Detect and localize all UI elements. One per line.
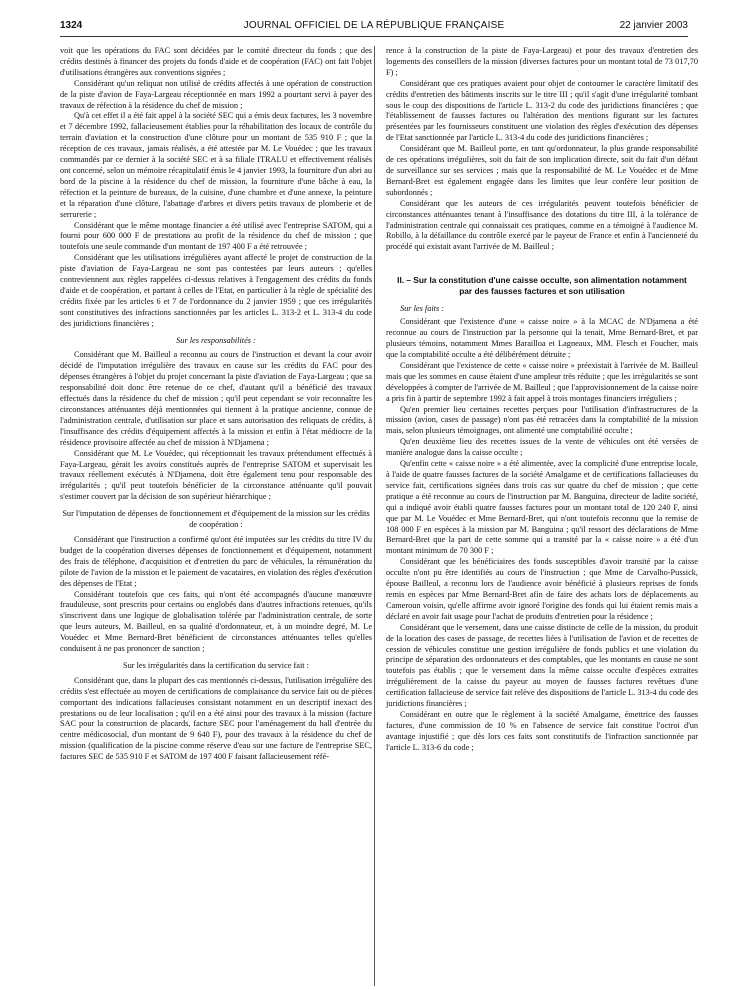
paragraph: Considérant que l'instruction a confirmé qu'ont été imputées sur les crédits du titre IV du budget de la coopération diverses dépenses de fonctionnement et d'équipement, notamment des frais de téléphone, d'acquisition et d'entretien du parc de véhicules, la rémunération du pilote de l'avion de la mission et le paiement de vacataires, en violation des règles d'exécution des dépenses de l'Etat ; xyxy=(60,534,372,588)
paragraph: Qu'enfin cette « caisse noire » a été alimentée, avec la complicité d'une entreprise locale, à l'aide de quatre fausses factures de la société Amalgame et de certifications fallacieuses du service fait, certifications signées dans trois cas sur quatre du chef de mission ; que cette pratique a été reconnue au cours de l'instruction par M. Banguina, directeur de ladite société, qui a indiqué avoir établi quatre fausses factures pour un montant total de 120 240 F, ainsi que par M. Le Vouédec et Mme Bernard-Bret, qui n'ont toutefois reconnu que la remise de 108 000 F en espèces à la mission par M. Banguina ; qu'il ressort des déclarations de Mme Bernard-Bret que la part de cette somme qui a transité par la « caisse noire » a été d'un montant minimum de 70 300 F ; xyxy=(386,459,698,556)
paragraph: Considérant que ces pratiques avaient pour objet de contourner le caractère limitatif des crédits d'entretien des bâtiments inscrits sur le titre III ; qu'il s'agit d'une irrégularité tombant sous le coup des dispositions de l'article L. 313-2 du code des juridictions financières ; que l'établissement de fausses factures ou l'altération des mentions figurant sur les factures présentées par les fournisseurs constituent une violation des règles d'exécution des dépenses de l'Etat sanctionnée par l'article L. 313-4 du code des juridictions financières ; xyxy=(386,78,698,143)
paragraph: Considérant que M. Bailleul a reconnu au cours de l'instruction et devant la cour avoir décidé de l'imputation irrégulière des travaux en cause sur les crédits du FAC pour des dépenses étrangères à l'objet du projet concernant la piste d'aviation de Faya-Largeau ; que sa responsabilité doit donc être retenue de ce chef, d'autant qu'il a bénéficié des travaux effectués dans la résidence du chef de mission ; qu'il peut cependant se voir reconnaître les circonstances atténuantes déjà mentionnées qui tiennent à la pratique ancienne, connue de l'administration centrale, d'utilisation sur place et sans autorisation des reliquats de crédits, à l'insuffisance des crédits d'équipement affectés à la mission et enfin à l'état médiocre de la résidence provisoire affectée au chef de mission à N'Djamena ; xyxy=(60,350,372,447)
journal-title: JOURNAL OFFICIEL DE LA RÉPUBLIQUE FRANÇAISE xyxy=(243,20,505,31)
subheading: Sur l'imputation de dépenses de fonctionnement et d'équipement de la mission sur les crédits de coopération : xyxy=(62,509,370,530)
header-rule xyxy=(60,36,688,37)
page-header xyxy=(60,20,688,34)
paragraph: Considérant qu'un reliquat non utilisé de crédits affectés à une opération de construction de la piste d'avion de Faya-Largeau réceptionnée en mars 1992 a pourtant servi à payer des travaux de réfection à la résidence du chef de mission ; xyxy=(60,78,372,110)
paragraph: Qu'à cet effet il a été fait appel à la société SEC qui a émis deux factures, les 3 novembre et 7 décembre 1992, fallacieusement établies pour la réhabilitation des locaux de contrôle du terrain d'aviation et la construction d'une clôture pour un montant de 535 910 F ; que la réception de ces travaux, jamais réalisés, a été attestée par M. Le Vouédec ; que les travaux commandés par ce dernier à la société SEC et à sa filiale ITRALU et effectivement réalisés ont concerné, selon un mémoire récapitulatif émis le 4 janvier 1993, la fourniture d'un abri au bord de la piscine à la résidence du chef de mission, la fourniture d'une bâche à eau, la réfection et la peinture de bureaux, de la cuisine, d'une chambre et d'une annexe, la peinture et la réparation d'une clôture, l'abattage d'arbres et divers petits travaux de plomberie et de serrurerie ; xyxy=(60,111,372,219)
paragraph: voit que les opérations du FAC sont décidées par le comité directeur du fonds ; que des crédits destinés à financer des projets du fonds d'aide et de coopération (FAC) ont fait l'objet d'utilisations étrangères aux conventions signées ; xyxy=(60,46,372,77)
paragraph: Considérant que les bénéficiaires des fonds susceptibles d'avoir transité par la caisse occulte n'ont pu être identifiés au cours de l'instruction ; que Mme de Carvalho-Pussick, épouse Bailleul, a reconnu lors de l'audience avoir bénéficié à plusieurs reprises de fonds remis en espèces par Mme Bernard-Bret afin de faire des achats lors de déplacements au Cameroun voisin, qu'elle affirme avoir ignoré l'origine des fonds qui lui étaient remis mais a déclaré en avoir fait usage pour l'achat de produits d'entretien pour la résidence ; xyxy=(386,557,698,621)
right-column xyxy=(386,46,698,754)
paragraph: Considérant que les utilisations irrégulières ayant affecté le projet de construction de la piste d'aviation de Faya-Largeau ne sont pas contestées par leurs auteurs ; qu'elles contreviennent aux règles rappelées ci-dessus relatives à l'engagement des crédits du fonds d'aide et de coopération, et partant à celles de l'Etat, en particulier à la règle de spécialité des crédits fixée par les articles 6 et 7 de l'ordonnance du 2 janvier 1959 ; que ces irrégularités sont constitutives des infractions sanctionnées par les articles L. 313-2 et L. 313-4 du code des juridictions financières ; xyxy=(60,253,372,328)
paragraph: Considérant en outre que le règlement à la société Amalgame, émettrice des fausses factures, d'une commission de 10 % en l'absence de service fait constitue l'octroi d'un avantage injustifié ; que dès lors ces faits sont constitutifs de l'infraction sanctionnée par l'article L. 313-6 du code ; xyxy=(386,709,698,752)
section-heading: II. – Sur la constitution d'une caisse occulte, son alimentation notamment par des fausses factures et son utilisation xyxy=(397,275,687,296)
subheading: Sur les faits : xyxy=(400,304,445,314)
subheading: Sur les responsabilités : xyxy=(176,335,256,345)
publication-date: 22 janvier 2003 xyxy=(619,20,688,31)
paragraph: Qu'en deuxième lieu des recettes issues de la vente de véhicules ont été versées de manière analogue dans la caisse occulte ; xyxy=(386,437,698,458)
paragraph: Considérant que le même montage financier a été utilisé avec l'entreprise SATOM, qui a fourni pour 600 000 F de prestations au profit de la résidence du chef de mission ; que toutefois une seule commande d'un montant de 197 400 F a été retrouvée ; xyxy=(60,220,372,252)
column-divider xyxy=(374,46,375,986)
paragraph: Considérant que le versement, dans une caisse distincte de celle de la mission, du produit de la location des cases de passage, de recettes liées à l'utilisation de l'avion et de recettes de cession de véhicules constitue une gestion irrégulière de fonds publics et une violation du principe de séparation des ordonnateurs et des comptables, que les montants en cause ne sont toutefois pas établis ; que le versement dans la même caisse occulte d'espèces extraites irrégulièrement de la caisse du payeur au moyen de fausses factures revêtues d'une certification fallacieuse de service fait relève des dispositions de l'article L. 313-4 du code des juridictions financières ; xyxy=(386,622,698,709)
paragraph: Considérant que les auteurs de ces irrégularités peuvent toutefois bénéficier de circonstances atténuantes tenant à l'insuffisance des dotations du titre III, à la tolérance de l'administration centrale qui connaissait ces pratiques, comme en a témoigné à l'audience M. Robillo, à la défaillance du contrôle exercé par le payeur de France et enfin à l'ancienneté du procédé qui existait avant l'arrivée de M. Bailleul ; xyxy=(386,198,698,252)
page-number: 1324 xyxy=(60,20,83,31)
paragraph: Qu'en premier lieu certaines recettes perçues pour l'utilisation d'infrastructures de la mission (avion, cases de passage) n'ont pas été retracées dans la comptabilité de la mission mais, selon plusieurs témoignages, ont alimenté une comptabilité occulte ; xyxy=(386,404,698,436)
subheading: Sur les irrégularités dans la certification du service fait : xyxy=(123,660,309,670)
paragraph: Considérant que, dans la plupart des cas mentionnés ci-dessus, l'utilisation irrégulière des crédits s'est effectuée au moyen de certifications de complaisance du service fait ou de pièces comportant des indications fallacieuses consistant notamment en un descriptif inexact des prestations ou de leur localisation ; qu'il en a été ainsi pour des travaux à la mission (facture SAC pour la construction de placards, facture SEC pour l'aménagement du hall d'entrée du centre médicosocial, d'un montant de 9 640 F), pour des travaux à la résidence du chef de mission (qualification de la piscine comme réserve d'eau sur une facture de l'entreprise SEC, factures SEC de 535 910 F et SATOM de 197 400 F faisant fallacieusement réfé- xyxy=(60,675,372,762)
paragraph: Considérant que M. Bailleul porte, en tant qu'ordonnateur, la plus grande responsabilité de ces opérations irrégulières, soit du fait de son implication directe, soit du fait d'un défaut de surveillance sur ses services ; mais que la responsabilité de M. Le Vouédec et de Mme Bernard-Bret est également engagée dans les limites que leur confère leur position de subordonnés ; xyxy=(386,144,698,197)
paragraph: rence à la construction de la piste de Faya-Largeau) et pour des travaux d'entretien des logements des conseillers de la mission (diverses factures pour un montant total de 73 017,70 F) ; xyxy=(386,46,698,77)
left-column xyxy=(60,46,372,763)
paragraph: Considérant toutefois que ces faits, qui n'ont été accompagnés d'aucune manœuvre frauduleuse, sont prescrits pour certains ou englobés dans d'autres infractions retenues, qu'ils s'inscrivent dans une logique de globalisation tolérée par l'administration centrale, de sorte que leurs auteurs, M. Bailleul, en sa qualité d'ordonnateur, et, à un moindre degré, M. Le Vouédec et Mme Bernard-Bret bénéficient de circonstances atténuantes telles qu'elles conduisent à ne pas prononcer de sanction ; xyxy=(60,589,372,654)
paragraph: Considérant que M. Le Vouédec, qui réceptionnait les travaux prétendument effectués à Faya-Largeau, gérait les avoirs constitués auprès de l'entreprise SATOM et supervisait les travaux réellement exécutés à N'Djamena, doit être également tenu pour responsable des irrégularités ; qu'il peut toutefois bénéficier de la circonstance atténuante qu'il pouvait s'estimer couvert par la décision de son supérieur hiérarchique ; xyxy=(60,448,372,502)
paragraph: Considérant que l'existence de cette « caisse noire » préexistait à l'arrivée de M. Bailleul mais que les sommes en cause étaient d'une ampleur très réduite ; que les irrégularités se sont développées à compter de l'arrivée de M. Bailleul ; que l'approvisionnement de la caisse noire a pris fin à partir de septembre 1992 à fait appel à trois montages financiers irréguliers ; xyxy=(386,360,698,403)
paragraph: Considérant que l'existence d'une « caisse noire » à la MCAC de N'Djamena a été reconnue au cours de l'instruction par la personne qui la tenait, Mme Bernard-Bret, et par plusieurs témoins, notamment Mmes Barailloa et Lagneaux, MM. Flesch et Foucher, mais que la comptabilité occulte a été délibérément détruite ; xyxy=(386,317,698,360)
